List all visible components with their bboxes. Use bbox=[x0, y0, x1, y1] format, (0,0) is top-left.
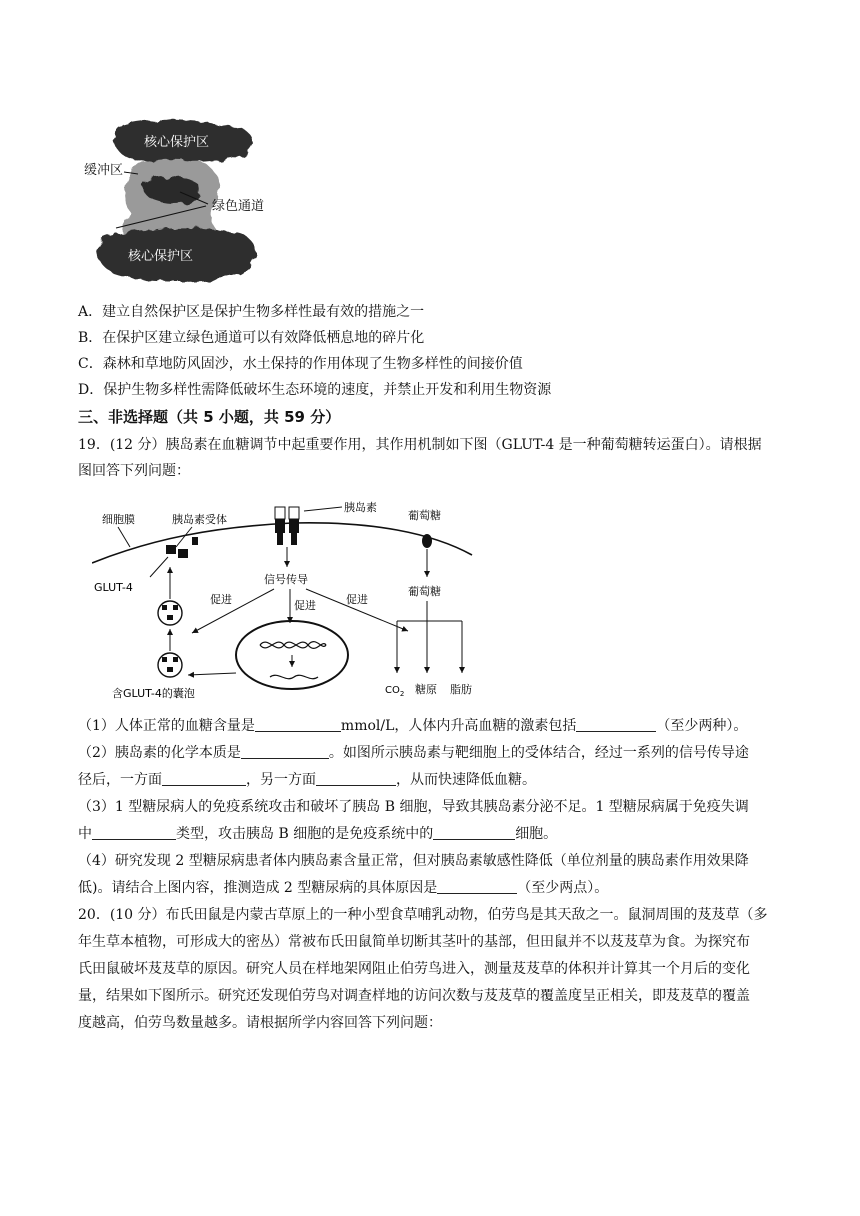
co2-label: $CO_2$ bbox=[385, 685, 405, 698]
section-title: 三、非选择题（共 5 小题，共 59 分） bbox=[78, 408, 341, 426]
insulin-label: 胰岛素 bbox=[344, 501, 377, 514]
answer-blank[interactable] bbox=[255, 717, 341, 732]
core-zone-top-label: 核心保护区 bbox=[144, 135, 210, 150]
promote-mid-label: 促进 bbox=[294, 599, 316, 612]
answer-blank[interactable] bbox=[162, 771, 246, 786]
cell-membrane-label: 细胞膜 bbox=[102, 513, 135, 526]
insulin-label-pointer bbox=[304, 507, 342, 511]
core-zone-bottom-label: 核心保护区 bbox=[128, 249, 194, 264]
glut4-label: GLUT-4 bbox=[94, 581, 133, 594]
nature-reserve-figure bbox=[82, 118, 282, 298]
vesicle-label: 含GLUT-4的囊泡 bbox=[112, 687, 195, 700]
answer-blank[interactable] bbox=[576, 717, 656, 732]
option-d: D．保护生物多样性需降低破坏生态环境的速度，并禁止开发和利用生物资源 bbox=[78, 382, 552, 398]
signal-transduction-label: 信号传导 bbox=[264, 573, 308, 586]
mrna-strand bbox=[270, 675, 318, 678]
q20-line2: 年生草本植物，可形成大的密丛）常被布氏田鼠简单切断其茎叶的基部，但田鼠并不以芨芨草为食。为探究布 bbox=[78, 934, 750, 950]
promote-right-label: 促进 bbox=[346, 593, 368, 606]
insulin-receptor-label: 胰岛素受体 bbox=[172, 513, 227, 526]
glucose-outside-label: 葡萄糖 bbox=[408, 509, 441, 522]
glucose-transporter bbox=[422, 534, 432, 548]
answer-blank[interactable] bbox=[92, 825, 176, 840]
q19-stem-line2: 图回答下列问题： bbox=[78, 463, 190, 479]
insulin-mechanism-figure bbox=[92, 495, 492, 705]
option-a: A．建立自然保护区是保护生物多样性最有效的措施之一 bbox=[78, 304, 425, 320]
q20-line1: 20．(10 分）布氏田鼠是内蒙古草原上的一种小型食草哺乳动物，伯劳鸟是其天敌之一。鼠洞周围的芨芨草（多 bbox=[78, 907, 768, 923]
q19-part2-line1: （2）胰岛素的化学本质是 。如图所示胰岛素与靶细胞上的受体结合，经过一系列的信号传导途 bbox=[78, 745, 749, 761]
option-b: B．在保护区建立绿色通道可以有效降低栖息地的碎片化 bbox=[78, 330, 425, 346]
q19-part2-line2: 径后，一方面 ，另一方面 ，从而快速降低血糖。 bbox=[78, 772, 536, 788]
answer-blank[interactable] bbox=[433, 825, 515, 840]
glut4-label-pointer bbox=[150, 557, 168, 577]
option-c: C．森林和草地防风固沙，水土保持的作用体现了生物多样性的间接价值 bbox=[78, 356, 523, 372]
q19-part1: （1）人体正常的血糖含量是 mmol/L，人体内升高血糖的激素包括 （至少两种）。 bbox=[78, 718, 748, 734]
q19-part3-line1: （3）1 型糖尿病人的免疫系统攻击和破坏了胰岛 B 细胞，导致其胰岛素分泌不足。1 型糖尿病属于免疫失调 bbox=[78, 799, 749, 815]
q20-line3: 氏田鼠破坏芨芨草的原因。研究人员在样地架网阻止伯劳鸟进入，测量芨芨草的体积并计算其一个月后的变化 bbox=[78, 961, 750, 977]
q19-part3-line2: 中 类型，攻击胰岛 B 细胞的是免疫系统中的 细胞。 bbox=[78, 826, 558, 842]
q20-line4: 量，结果如下图所示。研究还发现伯劳鸟对调查样地的访问次数与芨芨草的覆盖度呈正相关，即芨芨草的覆盖 bbox=[78, 988, 750, 1004]
nucleus-to-vesicle-arrow bbox=[188, 673, 236, 675]
q19-part4-line2: 低)。请结合上图内容，推测造成 2 型糖尿病的具体原因是 （至少两点）。 bbox=[78, 880, 609, 896]
insulin-receptor-complex bbox=[275, 507, 299, 545]
answer-blank[interactable] bbox=[241, 744, 329, 759]
buffer-zone-label: 缓冲区 bbox=[84, 163, 124, 178]
q19-stem-line1: 19．(12 分）胰岛素在血糖调节中起重要作用，其作用机制如下图（GLUT-4 是一种葡萄糖转运蛋白）。请根据 bbox=[78, 437, 762, 453]
answer-blank[interactable] bbox=[316, 771, 396, 786]
answer-blank[interactable] bbox=[437, 879, 517, 894]
fat-label: 脂肪 bbox=[450, 683, 472, 696]
vesicle-upper bbox=[158, 601, 182, 625]
glycogen-label: 糖原 bbox=[415, 683, 437, 696]
glucose-inside-label: 葡萄糖 bbox=[408, 585, 441, 598]
promote-left-label: 促进 bbox=[210, 593, 232, 606]
vesicle-lower bbox=[158, 653, 182, 677]
q19-part4-line1: （4）研究发现 2 型糖尿病患者体内胰岛素含量正常，但对胰岛素敏感性降低（单位剂量的胰岛素作用效果降 bbox=[78, 853, 749, 869]
q20-line5: 度越高，伯劳鸟数量越多。请根据所学内容回答下列问题： bbox=[78, 1015, 442, 1031]
green-channel-label: 绿色通道 bbox=[212, 199, 265, 214]
membrane-label-pointer bbox=[118, 527, 130, 547]
